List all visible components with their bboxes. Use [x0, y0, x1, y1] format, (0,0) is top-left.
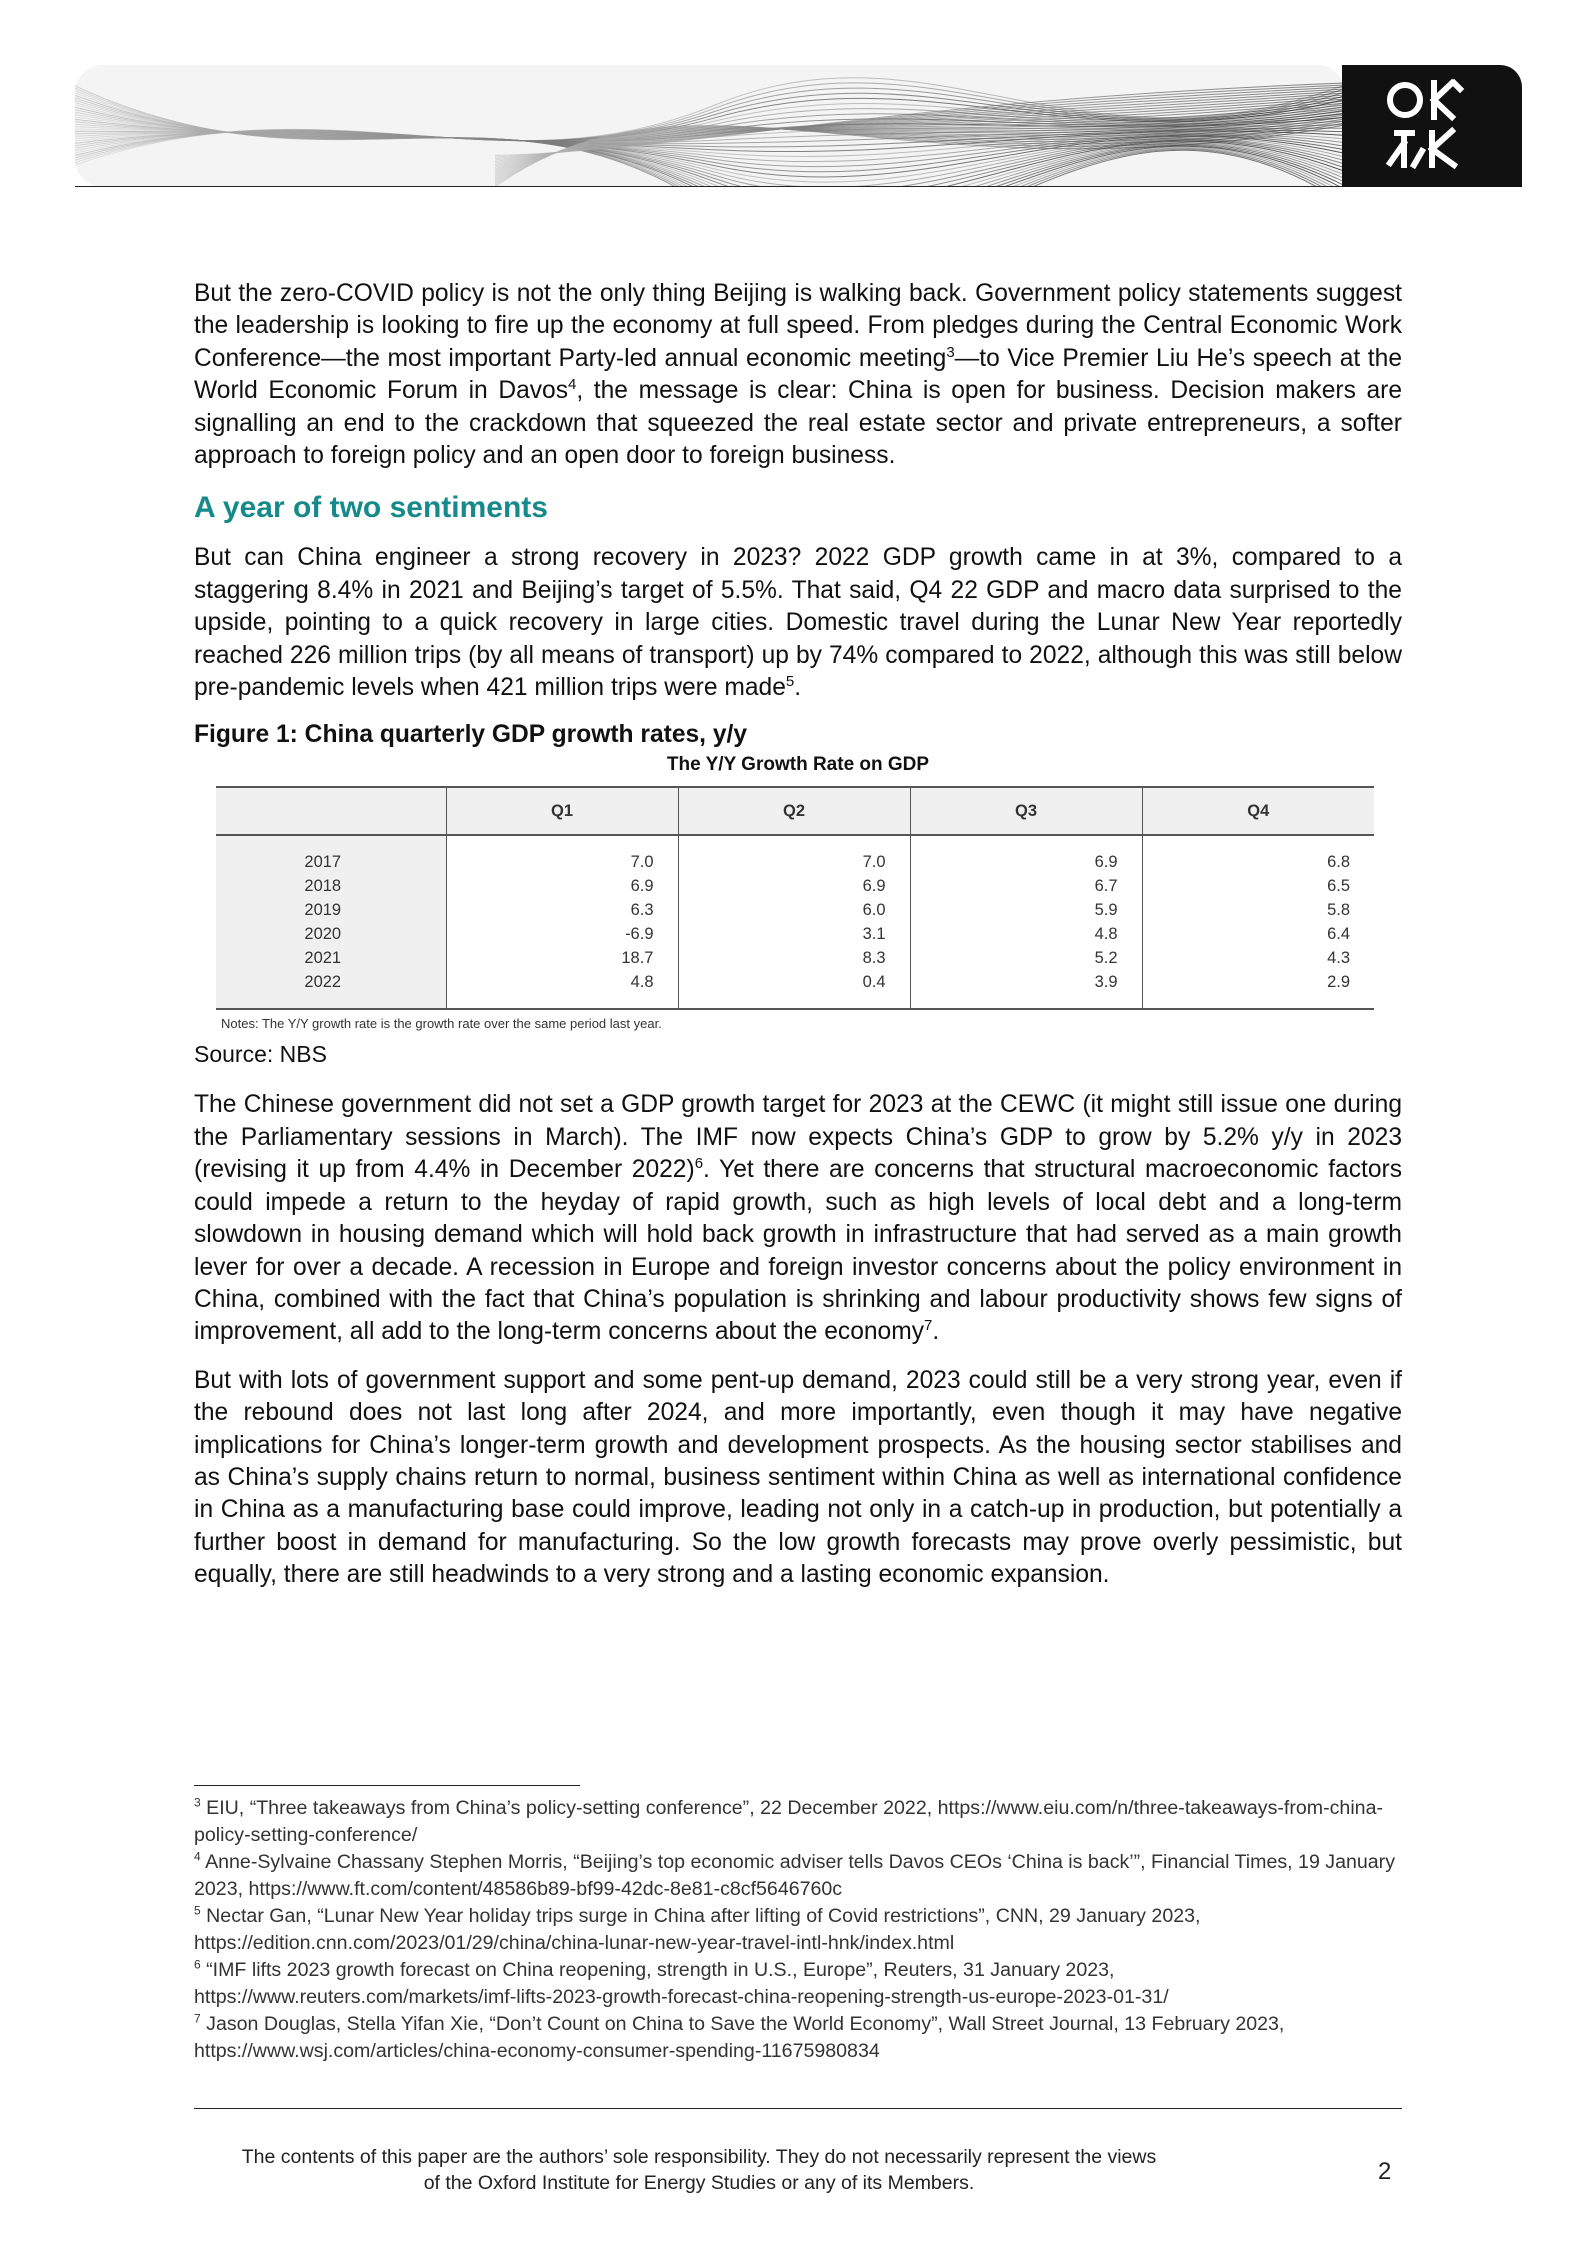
value-cell: 7.0 — [678, 850, 910, 874]
paragraph-growth-target — [194, 1089, 1402, 1348]
table-row — [216, 898, 1374, 922]
year-cell: 2022 — [216, 970, 446, 1009]
figure-title: Figure 1: China quarterly GDP growth rates, y/y — [194, 721, 748, 749]
table-row — [216, 850, 1374, 874]
footnote-ref-6[interactable]: 6 — [694, 1155, 704, 1173]
paragraph-text: . — [794, 674, 802, 702]
footnote-ref-3[interactable]: 3 — [946, 343, 955, 361]
value-cell: 6.4 — [1142, 922, 1374, 946]
year-cell: 2018 — [216, 874, 446, 898]
column-header: Q4 — [1142, 787, 1374, 835]
table-title: The Y/Y Growth Rate on GDP — [666, 754, 930, 776]
footnote-text[interactable]: Nectar Gan, “Lunar New Year holiday trips surge in China after lifting of Covid restrictions”, CNN, 29 January 2023, https://edition.cnn.com/2023/01/29/china/china-lunar-new-year-travel-intl-hnk/index.html — [194, 1905, 1201, 1954]
year-cell: 2017 — [216, 850, 446, 874]
value-cell: 6.9 — [678, 874, 910, 898]
page-content — [194, 278, 1402, 1608]
table-header-blank — [216, 787, 446, 835]
value-cell: 6.9 — [446, 874, 678, 898]
paragraph-zero-covid — [194, 278, 1402, 472]
footer-disclaimer — [194, 2144, 1204, 2196]
value-cell: 6.9 — [910, 850, 1142, 874]
value-cell: 2.9 — [1142, 970, 1374, 1009]
footnote-number: 5 — [194, 1903, 201, 1918]
paragraph-government-support: But with lots of government support and some pent-up demand, 2023 could still be a very strong year, even if the rebound does not last long after 2024, and more importantly, even though it may have negative implications for China’s longer-term growth and development prospects. As the housing sector stabilises and as China’s supply chains return to normal, business sentiment within China as well as international confidence in China as a manufacturing base could improve, leading not only in a catch-up in production, but potentially a further boost in demand for manufacturing. So the low growth forecasts may prove overly pessimistic, but equally, there are still headwinds to a very strong and a lasting economic expansion. — [194, 1366, 1402, 1589]
value-cell: -6.9 — [446, 922, 678, 946]
footnote-divider — [194, 1785, 580, 1786]
footnote — [194, 1849, 1402, 1903]
table-row — [216, 874, 1374, 898]
abstract-wave-lines-icon — [75, 65, 1522, 187]
footnote — [194, 1903, 1402, 1957]
value-cell: 7.0 — [446, 850, 678, 874]
table-row — [216, 946, 1374, 970]
paragraph-text: But can China engineer a strong recovery in 2023? 2022 GDP growth came in at 3%, compared to a staggering 8.4% in 2021 and Beijing’s target of 5.5%. That said, Q4 22 GDP and macro data surprised to the upside, pointing to a quick recovery in large cities. Domestic travel during the Lunar New Year reportedly reached 226 million trips (by all means of transport) up by 74% compared to 2022, although this was still below pre-pandemic levels when 421 million trips were made — [194, 544, 1402, 702]
paragraph-text: But the zero-COVID policy is not the only thing Beijing is walking back. Government policy statements suggest the leadership is looking to fire up the economy at full speed. From pledges during the Central Economic Work Conference—the most important Party-led annual economic meeting — [194, 280, 1402, 372]
paragraph-text: , the message is clear: China is open for business. Decision makers are signalling an end to the crackdown that squeezed the real estate sector and private entrepreneurs, a softer approach to foreign policy and an open door to foreign business. — [194, 377, 1402, 470]
figure-gdp — [194, 720, 1402, 1069]
footnote-text[interactable]: “IMF lifts 2023 growth forecast on China reopening, strength in U.S., Europe”, Reuters, 31 January 2023, https://www.reuters.com/markets/imf-lifts-2023-growth-forecast-china-reopening-strength-us-europe-2023-01-31/ — [194, 1959, 1169, 2008]
column-header: Q2 — [678, 787, 910, 835]
gdp-table — [216, 786, 1374, 1010]
footnote-number: 6 — [194, 1957, 201, 1972]
value-cell: 5.2 — [910, 946, 1142, 970]
paragraph-recovery — [194, 542, 1402, 704]
footer-line: of the Oxford Institute for Energy Studies or any of its Members. — [423, 2172, 975, 2194]
value-cell: 6.3 — [446, 898, 678, 922]
footnote-number: 3 — [194, 1795, 201, 1810]
value-cell: 3.1 — [678, 922, 910, 946]
footnote-text[interactable]: Jason Douglas, Stella Yifan Xie, “Don’t Count on China to Save the World Economy”, Wall Street Journal, 13 February 2023, https://www.wsj.com/articles/china-economy-consumer-spending-11675980834 — [194, 2013, 1285, 2062]
value-cell: 0.4 — [678, 970, 910, 1009]
value-cell: 6.7 — [910, 874, 1142, 898]
header-banner — [75, 65, 1522, 187]
footnote-ref-7[interactable]: 7 — [924, 1317, 933, 1335]
section-heading: A year of two sentiments — [194, 491, 548, 525]
footnote-number: 4 — [194, 1849, 201, 1864]
value-cell: 8.3 — [678, 946, 910, 970]
footnote — [194, 1957, 1402, 2011]
table-row — [216, 970, 1374, 1009]
value-cell: 4.8 — [446, 970, 678, 1009]
footnote-ref-5[interactable]: 5 — [785, 672, 795, 690]
value-cell: 4.8 — [910, 922, 1142, 946]
value-cell: 5.8 — [1142, 898, 1374, 922]
footnotes — [194, 1795, 1402, 2065]
value-cell: 6.0 — [678, 898, 910, 922]
column-header: Q1 — [446, 787, 678, 835]
footnote-text[interactable]: EIU, “Three takeaways from China’s policy-setting conference”, 22 December 2022, https://www.eiu.com/n/three-takeaways-from-china-policy-setting-conference/ — [194, 1797, 1383, 1846]
value-cell: 6.8 — [1142, 850, 1374, 874]
column-header: Q3 — [910, 787, 1142, 835]
footnote — [194, 1795, 1402, 1849]
figure-source: Source: NBS — [194, 1041, 327, 1068]
table-spacer-row — [216, 835, 1374, 850]
footnote-number: 7 — [194, 2011, 201, 2026]
footnote — [194, 2011, 1402, 2065]
footnote-ref-4[interactable]: 4 — [568, 376, 577, 394]
year-cell: 2019 — [216, 898, 446, 922]
paragraph-text: . Yet there are concerns that structural macroeconomic factors could impede a return to the heyday of rapid growth, such as high levels of local debt and a long-term slowdown in housing demand which will hold back growth in infrastructure that had served as a main growth lever for over a decade. A recession in Europe and foreign investor concerns about the policy environment in China, combined with the fact that China’s population is shrinking and labour productivity shows few signs of improvement, all add to the long-term concerns about the economy — [194, 1156, 1402, 1346]
footnote-text[interactable]: Anne-Sylvaine Chassany Stephen Morris, “Beijing’s top economic adviser tells Davos CEOs ‘China is back’”, Financial Times, 19 January 2023, https://www.ft.com/content/48586b89-bf99-42dc-8e81-c8cf5646760c — [194, 1851, 1395, 1900]
year-cell: 2021 — [216, 946, 446, 970]
paragraph-text: . — [932, 1318, 940, 1346]
value-cell: 18.7 — [446, 946, 678, 970]
oxford-institute-logo-icon — [1342, 65, 1522, 187]
value-cell: 5.9 — [910, 898, 1142, 922]
table-note: Notes: The Y/Y growth rate is the growth rate over the same period last year. — [221, 1016, 662, 1032]
footer-line: The contents of this paper are the authors’ sole responsibility. They do not necessarily represent the views — [241, 2146, 1157, 2168]
year-cell: 2020 — [216, 922, 446, 946]
value-cell: 6.5 — [1142, 874, 1374, 898]
table-header-row — [216, 787, 1374, 835]
value-cell: 4.3 — [1142, 946, 1374, 970]
paragraph-text: —to Vice Premier Liu He’s speech at the World Economic Forum in Davos — [194, 344, 1402, 405]
footer-divider — [194, 2108, 1402, 2109]
oxford-institute-logo — [1342, 65, 1522, 187]
value-cell: 3.9 — [910, 970, 1142, 1009]
paragraph-text: The Chinese government did not set a GDP growth target for 2023 at the CEWC (it might still issue one during the Parliamentary sessions in March). The IMF now expects China’s GDP to grow by 5.2% y/y in 2023 (revising it up from 4.4% in December 2022) — [194, 1091, 1402, 1184]
page-number: 2 — [1378, 2158, 1392, 2185]
table-row — [216, 922, 1374, 946]
